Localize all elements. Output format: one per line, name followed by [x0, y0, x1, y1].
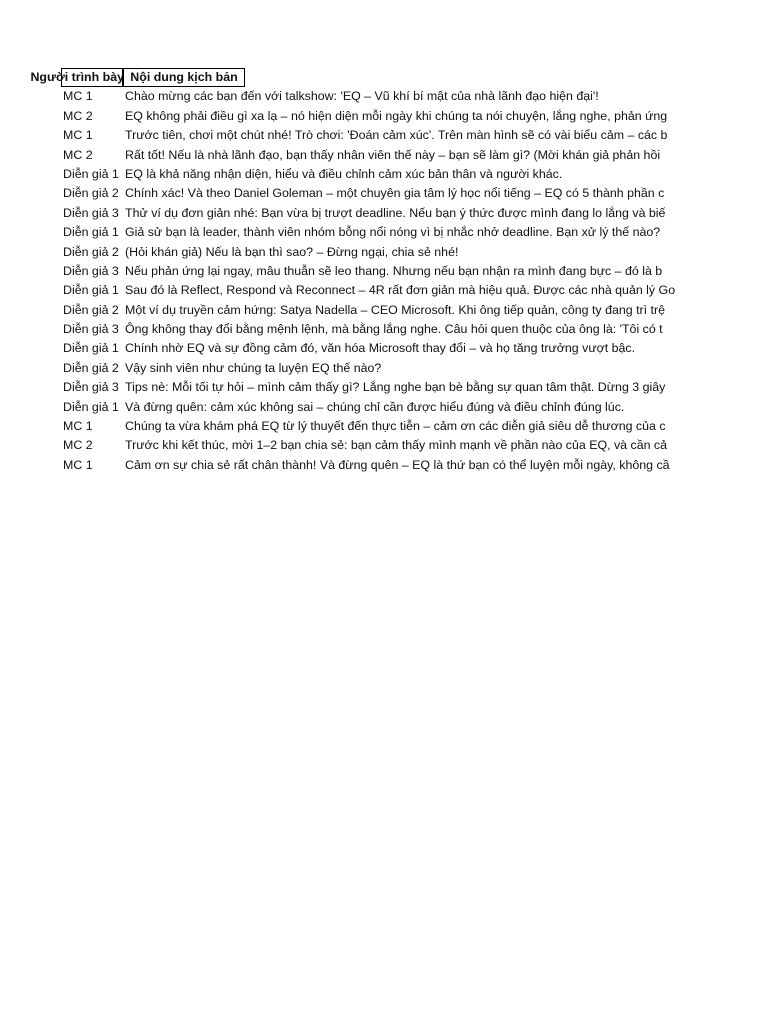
script-text-cell[interactable]: Trước tiên, chơi một chút nhé! Trò chơi: 'Đoán cảm xúc'. Trên màn hình sẽ có vài biểu cảm – các b — [125, 128, 668, 143]
speaker-cell[interactable]: MC 2 — [63, 438, 93, 453]
table-row — [62, 262, 668, 281]
script-text-cell[interactable]: Tips nè: Mỗi tối tự hỏi – mình cảm thấy gì? Lắng nghe bạn bè bằng sự quan tâm thật. Dừng 3 giây — [125, 380, 666, 395]
table-row — [62, 320, 668, 339]
script-text-cell[interactable]: Nếu phản ứng lại ngay, mâu thuẫn sẽ leo thang. Nhưng nếu bạn nhận ra mình đang bực – đó là b — [125, 263, 663, 278]
speaker-cell[interactable]: Diễn giả 2 — [63, 360, 119, 375]
table-row — [62, 398, 668, 417]
speaker-cell[interactable]: Diễn giả 2 — [63, 302, 119, 317]
table-row — [62, 243, 668, 262]
table-row — [62, 204, 668, 223]
speaker-cell[interactable]: Diễn giả 2 — [63, 244, 119, 259]
speaker-cell[interactable]: MC 1 — [63, 419, 93, 434]
speaker-cell[interactable]: Diễn giả 1 — [63, 341, 119, 356]
table-row — [62, 184, 668, 203]
speaker-cell[interactable]: MC 1 — [63, 457, 93, 472]
table-row — [62, 456, 668, 475]
script-text-cell[interactable]: Rất tốt! Nếu là nhà lãnh đạo, bạn thấy nhân viên thế này – bạn sẽ làm gì? (Mời khán giả phản hồi — [125, 147, 661, 162]
script-text-cell[interactable]: Trước khi kết thúc, mời 1–2 bạn chia sẻ: bạn cảm thấy mình mạnh về phần nào của EQ, và cần cả — [125, 438, 668, 453]
script-text-cell[interactable]: Vậy sinh viên như chúng ta luyện EQ thế nào? — [125, 360, 382, 375]
speaker-cell[interactable]: Diễn giả 1 — [63, 225, 119, 240]
table-row — [62, 146, 668, 165]
script-text-cell[interactable]: Ông không thay đổi bằng mệnh lệnh, mà bằng lắng nghe. Câu hỏi quen thuộc của ông là: 'Tôi có t — [125, 322, 663, 337]
table-row — [62, 378, 668, 397]
script-text-cell[interactable]: Chính xác! Và theo Daniel Goleman – một chuyên gia tâm lý học nổi tiếng – EQ có 5 thành phần c — [125, 186, 665, 201]
header-row — [30, 68, 668, 87]
script-text-cell[interactable]: Và đừng quên: cảm xúc không sai – chúng chỉ cần được hiểu đúng và điều chỉnh đúng lúc. — [125, 399, 625, 414]
speaker-cell[interactable]: Diễn giả 1 — [63, 399, 119, 414]
script-text-cell[interactable]: Sau đó là Reflect, Respond và Reconnect – 4R rất đơn giản mà hiệu quả. Được các nhà quản lý Go — [125, 283, 676, 298]
table-row — [62, 87, 668, 106]
spreadsheet-sheet — [30, 68, 676, 475]
script-text-cell[interactable]: Chính nhờ EQ và sự đồng cảm đó, văn hóa Microsoft thay đổi – và họ tăng trưởng vượt bậc. — [125, 341, 636, 356]
speaker-cell[interactable]: Diễn giả 3 — [63, 263, 119, 278]
table-row — [62, 281, 676, 300]
table-row — [62, 339, 668, 358]
speaker-cell[interactable]: Diễn giả 2 — [63, 186, 119, 201]
speaker-cell[interactable]: Diễn giả 1 — [63, 166, 119, 181]
table-row — [62, 126, 668, 145]
script-text-cell[interactable]: Chúng ta vừa khám phá EQ từ lý thuyết đến thực tiễn – cảm ơn các diễn giả siêu dễ thương của c — [125, 419, 666, 434]
table-row — [62, 359, 668, 378]
speaker-cell[interactable]: Diễn giả 1 — [63, 283, 119, 298]
table-row — [62, 436, 668, 455]
speaker-cell[interactable]: MC 1 — [63, 128, 93, 143]
header-cell-presenter[interactable] — [30, 68, 124, 87]
table-row — [62, 301, 668, 320]
script-text-cell[interactable]: EQ không phải điều gì xa lạ – nó hiện diện mỗi ngày khi chúng ta nói chuyện, lắng nghe, phản ứng — [125, 108, 668, 123]
header-presenter-label: Người trình bày — [30, 70, 124, 84]
script-text-cell[interactable]: Thử ví dụ đơn giản nhé: Bạn vừa bị trượt deadline. Nếu bạn ý thức được mình đang lo lắng và biế — [125, 205, 666, 220]
script-text-cell[interactable]: Cảm ơn sự chia sẻ rất chân thành! Và đừng quên – EQ là thứ bạn có thể luyện mỗi ngày, không cầ — [125, 457, 670, 472]
header-script-content-label: Nội dung kịch bản — [130, 70, 238, 84]
speaker-cell[interactable]: Diễn giả 3 — [63, 380, 119, 395]
script-text-cell[interactable]: Giả sử bạn là leader, thành viên nhóm bỗng nổi nóng vì bị nhắc nhở deadline. Bạn xử lý thế nào? — [125, 225, 661, 240]
speaker-cell[interactable]: Diễn giả 3 — [63, 322, 119, 337]
table-row — [62, 417, 668, 436]
speaker-cell[interactable]: Diễn giả 3 — [63, 205, 119, 220]
table-row — [62, 107, 668, 126]
speaker-cell[interactable]: MC 1 — [63, 89, 93, 104]
script-text-cell[interactable]: (Hỏi khán giả) Nếu là bạn thì sao? – Đừng ngại, chia sẻ nhé! — [125, 244, 459, 259]
script-text-cell[interactable]: EQ là khả năng nhận diện, hiểu và điều chỉnh cảm xúc bản thân và người khác. — [125, 166, 563, 181]
table-row — [62, 165, 668, 184]
data-rows — [62, 87, 676, 475]
script-text-cell[interactable]: Chào mừng các bạn đến với talkshow: 'EQ – Vũ khí bí mật của nhà lãnh đạo hiện đại'! — [125, 89, 599, 104]
speaker-cell[interactable]: MC 2 — [63, 108, 93, 123]
table-row — [62, 223, 668, 242]
script-text-cell[interactable]: Một ví dụ truyền cảm hứng: Satya Nadella – CEO Microsoft. Khi ông tiếp quản, công ty đang trì trệ — [125, 302, 665, 317]
header-cell-script-content[interactable] — [124, 68, 244, 87]
speaker-cell[interactable]: MC 2 — [63, 147, 93, 162]
